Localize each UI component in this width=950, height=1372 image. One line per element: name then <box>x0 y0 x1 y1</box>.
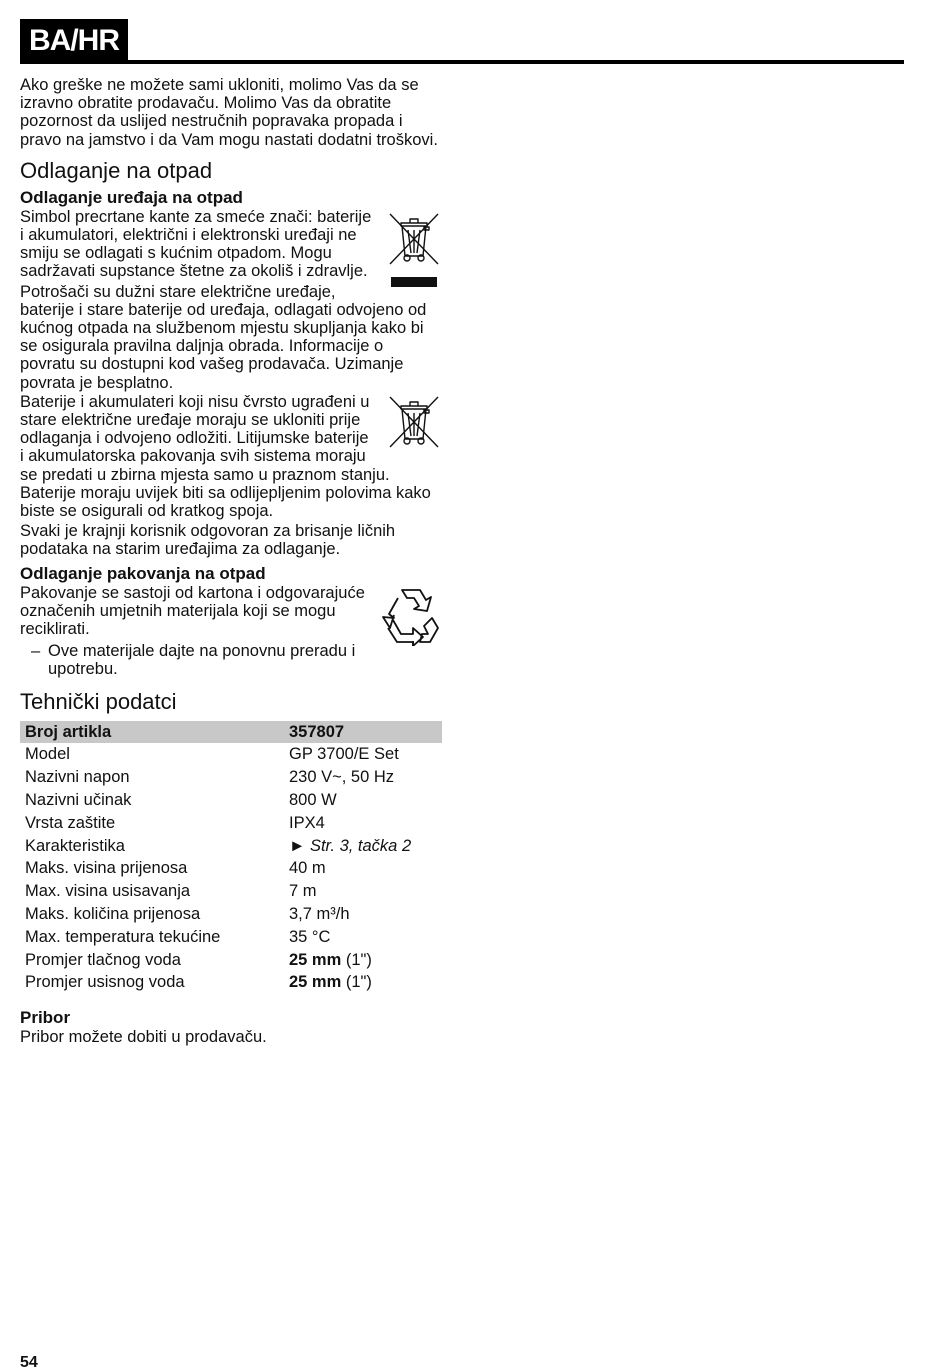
table-row <box>20 835 442 858</box>
row-value: IPX4 <box>289 813 325 832</box>
packaging-disposal-heading: Odlaganje pakovanja na otpad <box>20 563 266 583</box>
device-disposal-heading: Odlaganje uređaja na otpad <box>20 187 243 207</box>
packaging-paragraph: Pakovanje se sastoji od kartona i odgovarajuće označenih umjetnih materijala koji se mogu reciklirati. <box>20 583 365 639</box>
return-paragraph: Potrošači su dužni stare električne uređaje, baterije i stare baterije od uređaja, odlagati odvojeno od kućnog otpada na službenom mjestu skupljanja kako bi se osigurala pravilna daljnja obrada. Informacije o povratu su dostupni kod vašeg prodavača. Uzimanje povrata je besplatno. <box>20 282 427 392</box>
table-row <box>20 857 442 880</box>
bullet-text: Ove materijale dajte na ponovnu preradu i upotrebu. <box>48 642 356 679</box>
weee-bin-icon <box>386 210 442 295</box>
row-value <box>284 971 442 994</box>
row-value: 35 °C <box>289 927 331 946</box>
battery-paragraph: Baterije i akumulateri koji nisu čvrsto ugrađeni u stare električne uređaje moraju se ukloniti prije odlaganja i odvojeno odložiti. Litijumske baterije i akumulatorska pakovanja svih sistema moraju se predati u zbirna mjesta samo u praznom stanju. Baterije moraju uvijek biti sa odlijepljenim polovima kako biste se osigurali od kratkog spoja. <box>20 392 431 521</box>
row-value: 40 m <box>289 859 326 878</box>
disposal-heading: Odlaganje na otpad <box>20 157 213 183</box>
header-rule <box>20 60 904 64</box>
weee-bin-icon-battery <box>386 395 442 456</box>
row-value: 230 V~, 50 Hz <box>289 768 395 787</box>
table-row <box>20 789 442 812</box>
recycling-icon <box>380 584 442 651</box>
page-number: 54 <box>20 1354 38 1371</box>
table-row <box>20 903 442 926</box>
battery-block <box>20 393 442 520</box>
tech-data-table <box>20 721 442 995</box>
row-value-bold: 25 mm <box>289 950 342 969</box>
row-value-bold: 25 mm <box>289 973 342 992</box>
row-label: Max. temperatura tekućine <box>25 927 221 946</box>
table-header-row <box>20 721 442 744</box>
table-row <box>20 926 442 949</box>
accessories-paragraph: Pribor možete dobiti u prodavaču. <box>20 1028 267 1047</box>
packaging-block <box>20 584 442 679</box>
bin-symbol-paragraph: Simbol precrtane kante za smeće znači: baterije i akumulatori, električni i elektronski uređaji ne smiju se odlagati s kućnim otpadom. Mogu sadržavati supstance štetne za okoliš i zdravlje. <box>20 207 372 281</box>
table-row <box>20 812 442 835</box>
table-header-value: 357807 <box>284 721 442 744</box>
bullet-dash: – <box>31 642 41 661</box>
row-label: Promjer tlačnog voda <box>25 950 181 969</box>
row-label: Model <box>25 745 70 764</box>
row-value-rest: (1") <box>345 973 372 992</box>
tech-data-heading: Tehnički podatci <box>20 688 177 714</box>
packaging-bullet <box>20 642 442 678</box>
page-reference: Str. 3, tačka 2 <box>309 836 412 855</box>
row-value <box>284 949 442 972</box>
content-column <box>20 76 442 1046</box>
table-row <box>20 880 442 903</box>
row-label: Maks. količina prijenosa <box>25 905 201 924</box>
intro-paragraph: Ako greške ne možete sami ukloniti, molimo Vas da se izravno obratite prodavaču. Molimo Vas da obratite pozornost da uslijed nestručnih popravaka propada i pravo na jamstvo i da Vam mogu nastati dodatni troškovi. <box>20 76 438 149</box>
row-label: Nazivni napon <box>25 768 130 787</box>
device-disposal-block <box>20 208 442 281</box>
table-row <box>20 971 442 994</box>
row-label: Nazivni učinak <box>25 791 132 810</box>
row-label: Vrsta zaštite <box>25 813 116 832</box>
arrow-icon: ► <box>289 836 306 855</box>
table-header-label: Broj artikla <box>20 721 284 744</box>
row-value <box>284 835 442 858</box>
row-value: GP 3700/E Set <box>289 745 399 764</box>
language-tag: BA/HR <box>20 19 128 63</box>
personal-data-paragraph: Svaki je krajnji korisnik odgovoran za brisanje ličnih podataka na starim uređajima za odlaganje. <box>20 522 396 559</box>
row-label: Promjer usisnog voda <box>25 973 185 992</box>
row-label: Max. visina usisavanja <box>25 882 191 901</box>
accessories-heading: Pribor <box>20 1008 71 1028</box>
row-label: Karakteristika <box>25 836 125 855</box>
row-label: Maks. visina prijenosa <box>25 859 188 878</box>
row-value: 800 W <box>289 791 337 810</box>
row-value: 3,7 m³/h <box>289 905 350 924</box>
table-row <box>20 743 442 766</box>
row-value: 7 m <box>289 882 317 901</box>
row-value-rest: (1") <box>345 950 372 969</box>
table-row <box>20 949 442 972</box>
table-row <box>20 766 442 789</box>
